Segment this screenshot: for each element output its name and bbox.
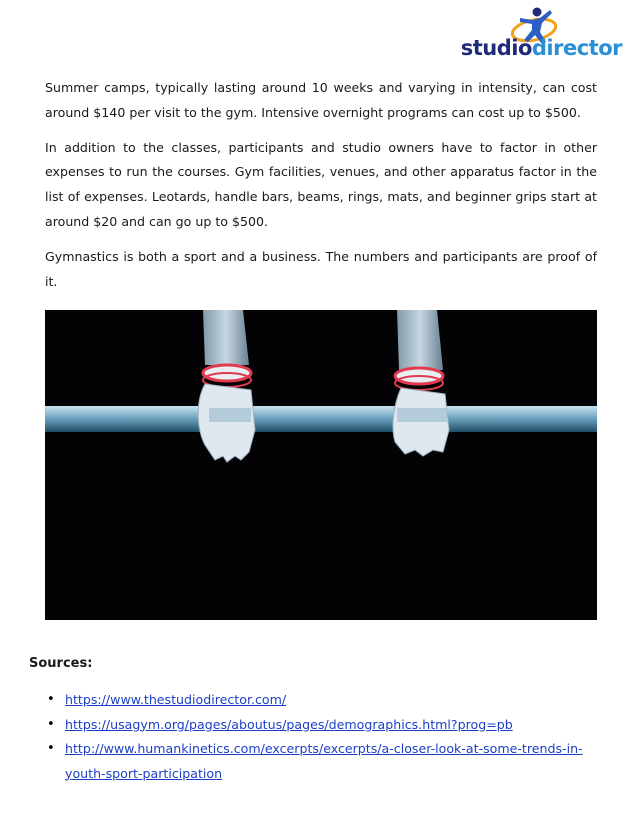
sources-heading: Sources:	[29, 656, 93, 671]
source-link-studiodirector[interactable]: https://www.thestudiodirector.com/	[65, 692, 287, 707]
bullet-icon: •	[47, 692, 55, 707]
paragraph-sport-business: Gymnastics is both a sport and a business. The numbers and participants are proof of it.	[45, 248, 597, 289]
gymnast-hands-on-bar-image	[45, 310, 597, 620]
paragraph-summer-camps: Summer camps, typically lasting around 10 weeks and varying in intensity, can cost around $140 per visit to the gym. Intensive overnight programs can cost up to $500.	[45, 80, 597, 120]
list-item	[45, 713, 610, 738]
logo-wordmark	[461, 36, 622, 60]
list-item	[45, 737, 610, 786]
source-link-usagym[interactable]: https://usagym.org/pages/aboutus/pages/demographics.html?prog=pb	[65, 716, 513, 732]
body-text	[45, 76, 597, 304]
paragraph-expenses: In addition to the classes, participants and studio owners have to factor in other expenses to run the courses. Gym facilities, venues, and other apparatus factor in the list of expenses. Leotards, handle bars, beams, rings, mats, and beginner grips start at around $20 and can go up to $500.	[45, 139, 597, 229]
bullet-icon: •	[47, 741, 55, 756]
list-item	[45, 688, 610, 713]
logo-wordmark-director: director	[531, 36, 622, 60]
gymnastics-photo	[45, 310, 597, 620]
sources-list	[45, 688, 610, 786]
logo-wordmark-studio: studio	[460, 36, 532, 60]
source-link-humankinetics[interactable]: http://www.humankinetics.com/excerpts/excerpts/a-closer-look-at-some-trends-in-youth-sport-participation	[65, 741, 583, 781]
bullet-icon: •	[47, 716, 55, 732]
studiodirector-logo	[462, 6, 622, 66]
